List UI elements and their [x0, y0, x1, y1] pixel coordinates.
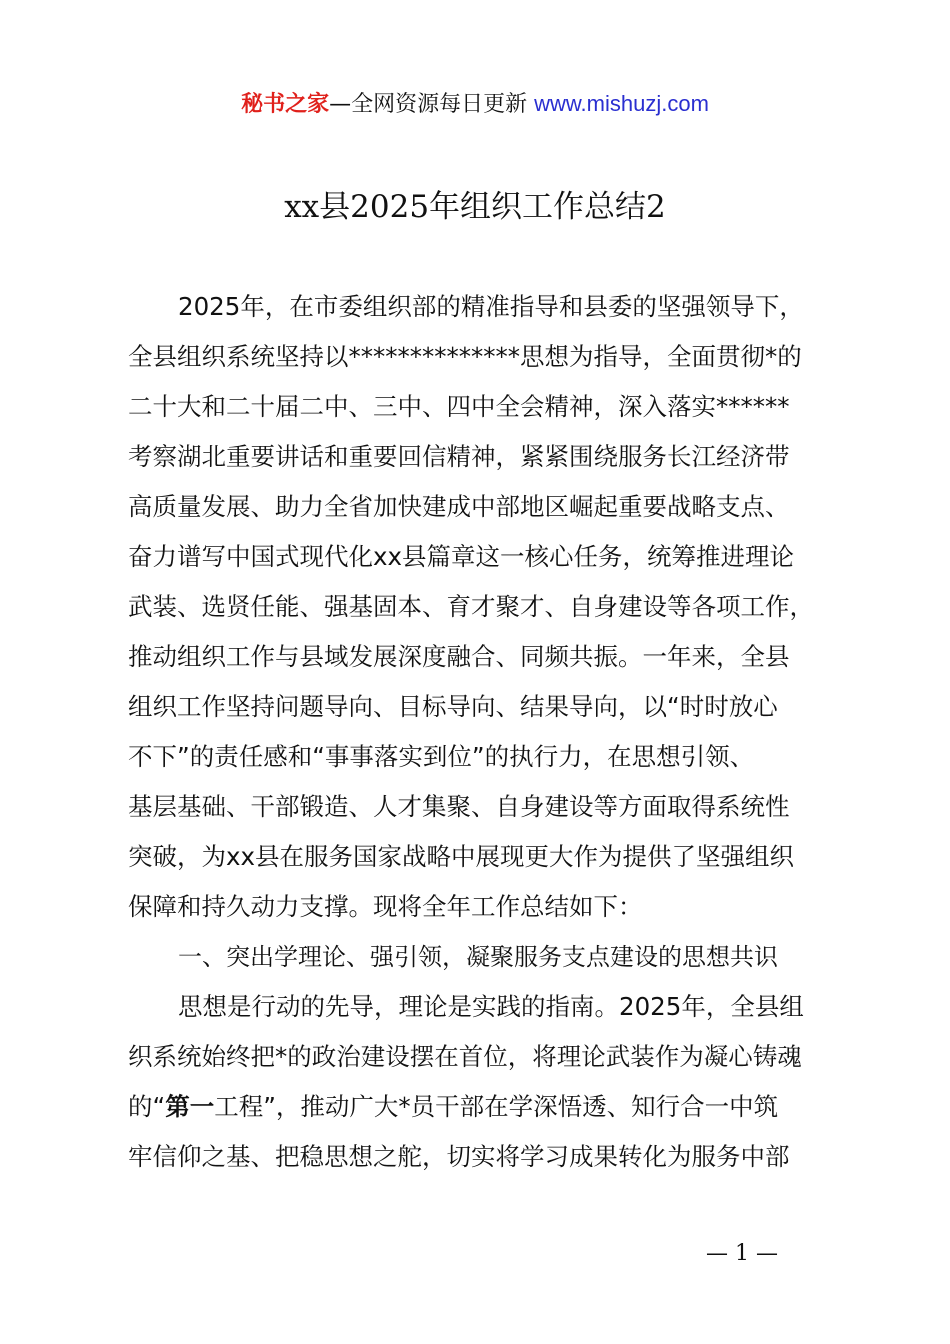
- site-header: [0, 86, 950, 123]
- intro-line: 武装、选贤任能、强基固本、育才聚才、自身建设等各项工作，: [128, 592, 814, 621]
- document-body: [128, 282, 848, 1182]
- document-title: xx县2025年组织工作总结2: [284, 189, 666, 225]
- site-tagline: —全网资源每日更新: [329, 92, 535, 117]
- section-line: 思想是行动的先导，理论是实践的指南。2025年，全县组: [178, 992, 804, 1021]
- section-line: 牢信仰之基、把稳思想之舵，切实将学习成果转化为服务中部: [128, 1142, 790, 1171]
- intro-line: 不下”的责任感和“事事落实到位”的执行力，在思想引领、: [128, 742, 755, 771]
- intro-line: 突破，为xx县在服务国家战略中展现更大作为提供了坚强组织: [128, 842, 794, 871]
- intro-line: 基层基础、干部锻造、人才集聚、自身建设等方面取得系统性: [128, 792, 790, 821]
- intro-line: 高质量发展、助力全省加快建成中部地区崛起重要战略支点、: [128, 492, 790, 521]
- section-line-text: 的“: [128, 1092, 166, 1121]
- section-line: 织系统始终把*的政治建设摆在首位，将理论武装作为凝心铸魂: [128, 1042, 802, 1071]
- intro-line: 考察湖北重要讲话和重要回信精神，紧紧围绕服务长江经济带: [128, 442, 790, 471]
- intro-line: 奋力谱写中国式现代化xx县篇章这一核心任务，统筹推进理论: [128, 542, 794, 571]
- intro-line: 2025年，在市委组织部的精准指导和县委的坚强领导下，: [178, 292, 804, 321]
- intro-line: 组织工作坚持问题导向、目标导向、结果导向，以“时时放心: [128, 692, 778, 721]
- site-url[interactable]: www.mishuzj.com: [534, 91, 709, 116]
- page-number: — 1 —: [706, 1241, 778, 1266]
- emphasized-text: 第一: [165, 1092, 215, 1121]
- section-line-text: 工程”，推动广大*员干部在学深悟透、知行合一中筑: [214, 1092, 779, 1121]
- intro-line: 推动组织工作与县域发展深度融合、同频共振。一年来，全县: [128, 642, 790, 671]
- intro-line: 二十大和二十届二中、三中、四中全会精神，深入落实******: [128, 392, 790, 421]
- section-line: [128, 1082, 848, 1132]
- intro-line: 全县组织系统坚持以**************思想为指导，全面贯彻*的: [128, 342, 802, 371]
- intro-line: 保障和持久动力支撑。现将全年工作总结如下：: [128, 892, 643, 921]
- section-heading: 一、突出学理论、强引领，凝聚服务支点建设的思想共识: [178, 943, 778, 971]
- site-brand: 秘书之家: [241, 92, 330, 117]
